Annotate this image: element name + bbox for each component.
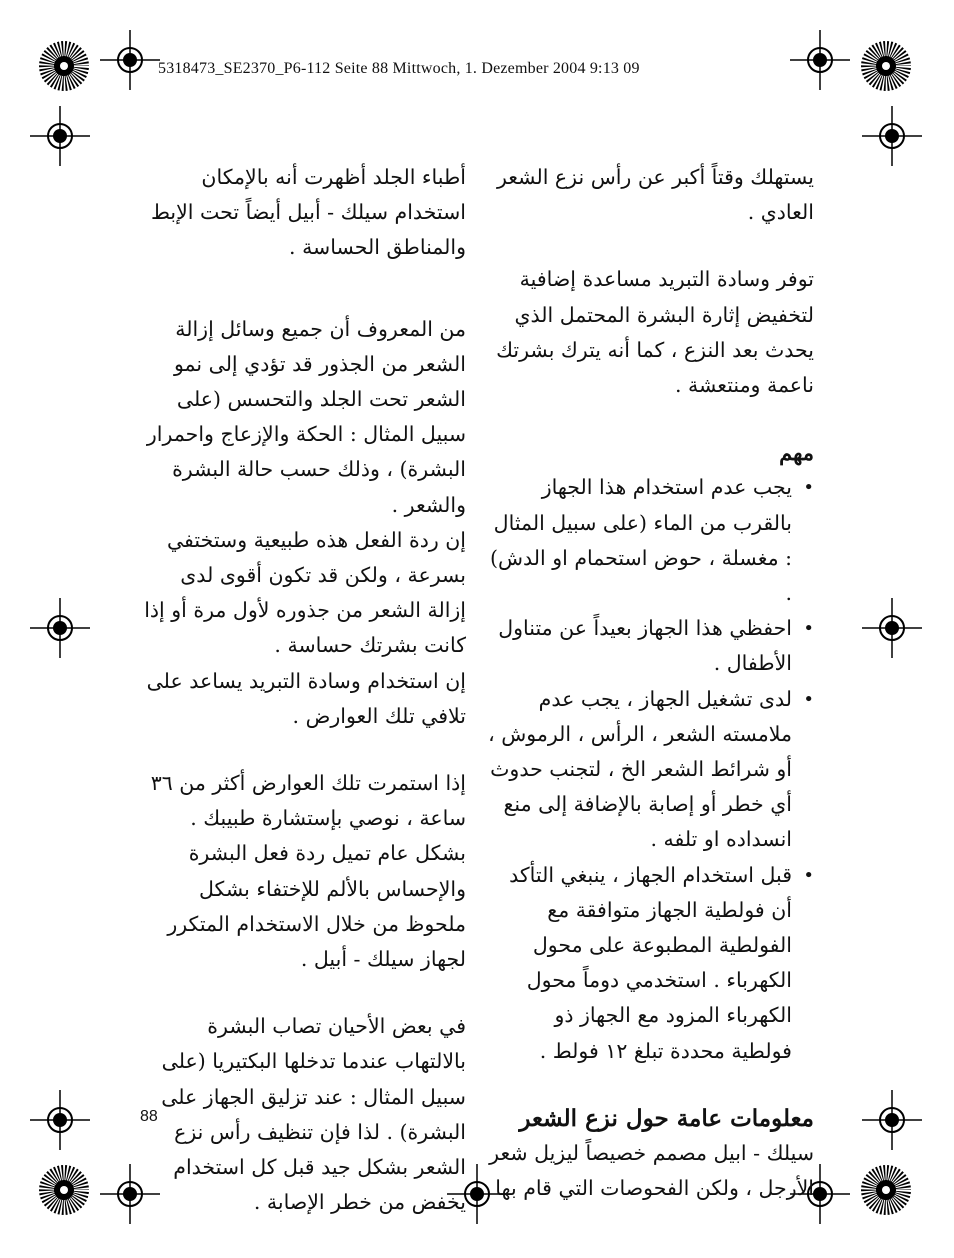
warnings-list <box>488 470 814 1068</box>
paragraph: إذا استمرت تلك العوارض أكثر من ٣٦ ساعة ، نوصي بإستشارة طبيبك . <box>150 771 466 831</box>
paragraph: بشكل عام تميل ردة فعل البشرة والإحساس بالألم للإختفاء بشكل ملحوظ من خلال الاستخدام المتكرر لجهاز سيلك - أبيل . <box>167 841 466 972</box>
starburst-target-icon <box>860 40 912 92</box>
list-item: • يجب عدم استخدام هذا الجهاز بالقرب من الماء (على سبيل المثال : مغسلة ، حوض استحمام او الدش) . <box>488 470 814 611</box>
starburst-target-icon <box>38 1164 90 1216</box>
paragraph: أطباء الجلد أظهرت أنه بالإمكان استخدام سيلك - أبيل أيضاً تحت الإبط والمناطق الحساسة . <box>150 165 466 260</box>
registration-mark-icon <box>862 1090 922 1150</box>
paragraph: يستهلك وقتاً أكبر عن رأس نزع الشعر العادي . <box>496 165 814 225</box>
important-heading: مهم <box>779 440 814 466</box>
registration-mark-icon <box>30 1090 90 1150</box>
list-item: • احفظي هذا الجهاز بعيداً عن متناول الأطفال . <box>488 611 814 681</box>
registration-mark-icon <box>790 30 850 90</box>
paragraph: من المعروف أن جميع وسائل إزالة الشعر من الجذور قد تؤدي إلى نمو الشعر تحت الجلد والتحسس (على سبيل المثال : الحكة والإزعاج واحمرار البشرة) ، وذلك حسب حالة البشرة والشعر . <box>146 316 466 517</box>
registration-mark-icon <box>100 30 160 90</box>
page-number: 88 <box>140 1108 158 1125</box>
right-column <box>488 160 814 1206</box>
list-item: • قبل استخدام الجهاز ، ينبغي التأكد أن فولطية الجهاز متوافقة مع الفولطية المطبوعة على محول الكهرباء . استخدمي دوماً محول الكهرباء المزود مع الجهاز ذو فولطية محددة تبلغ ١٢ فولط . <box>488 858 814 1069</box>
registration-mark-icon <box>862 598 922 658</box>
registration-mark-icon <box>30 106 90 166</box>
paragraph: توفر وسادة التبريد مساعدة إضافية لتخفيض إثارة البشرة المحتمل الذي يحدث بعد النزع ، كما أنه يترك بشرتك ناعمة ومنتعشة . <box>496 267 814 398</box>
list-item: • لدى تشغيل الجهاز ، يجب عدم ملامسته الشعر ، الرأس ، الرموش ، أو شرائط الشعر الخ ، لتجنب حدوث أي خطر أو إصابة بالإضافة إلى منع انسداده او تلفه . <box>488 682 814 858</box>
paragraph: إن ردة الفعل هذه طبيعية وستختفي بسرعة ، ولكن قد تكون أقوى لدى إزالة الشعر من جذوره لأول مرة أو إذا كانت بشرتك حساسة . <box>144 527 466 658</box>
paragraph: سيلك - ابيل مصمم خصيصاً ليزيل شعر الأرجل ، ولكن الفحوصات التي قام بها <box>489 1141 814 1201</box>
left-column <box>138 160 466 1220</box>
starburst-target-icon <box>38 40 90 92</box>
print-header: 5318473_SE2370_P6-112 Seite 88 Mittwoch, 1. Dezember 2004 9:13 09 <box>158 60 640 77</box>
paragraph: إن استخدام وسادة التبريد يساعد على تلافي تلك العوارض . <box>146 668 466 728</box>
starburst-target-icon <box>860 1164 912 1216</box>
registration-mark-icon <box>30 598 90 658</box>
section-heading: معلومات عامة حول نزع الشعر <box>519 1104 814 1132</box>
paragraph: في بعض الأحيان تصاب البشرة بالالتهاب عندما تدخلها البكتيريا (على سبيل المثال : عند تزليق الجهاز على البشرة) . لذا فإن تنظيف رأس نزع الشعر بشكل جيد قبل كل استخدام يخفض من خطر الإصابة . <box>161 1014 466 1215</box>
registration-mark-icon <box>862 106 922 166</box>
